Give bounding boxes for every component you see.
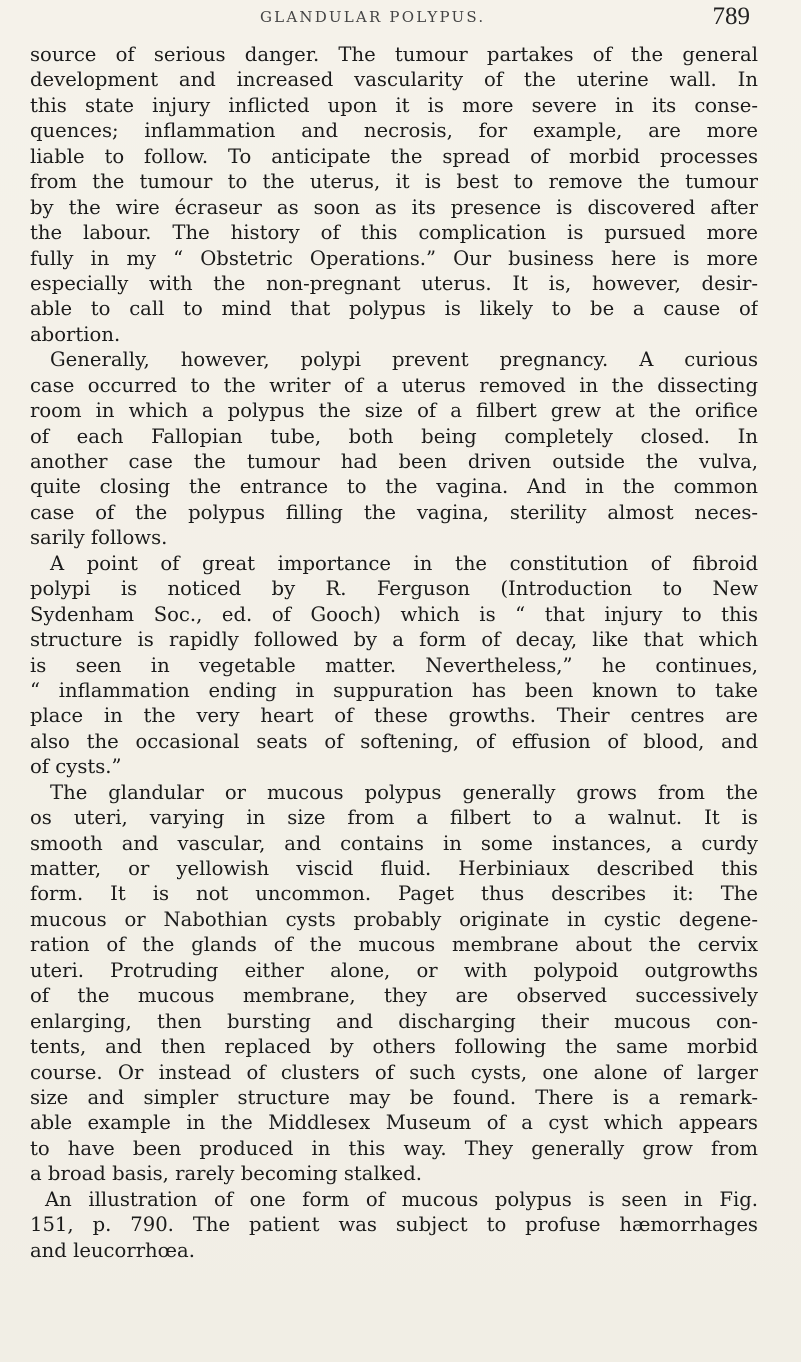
text-line: structure is rapidly followed by a form of decay, like that which: [30, 628, 758, 652]
text-line: ration of the glands of the mucous membrane about the cervix: [30, 933, 758, 957]
text-line: by the wire écraseur as soon as its presence is discovered after: [30, 195, 758, 219]
running-head: [230, 0, 750, 34]
text-line: from the tumour to the uterus, it is best to remove the tumour: [30, 170, 758, 194]
text-line: polypi is noticed by R. Ferguson (Introduction to New: [30, 577, 758, 601]
text-line: case occurred to the writer of a uterus removed in the dissecting: [30, 373, 758, 397]
text-line: uteri. Protruding either alone, or with polypoid outgrowths: [30, 958, 758, 982]
text-line: form. It is not uncommon. Paget thus describes it: The: [30, 882, 758, 906]
text-line: especially with the non-pregnant uterus. It is, however, desir-: [30, 271, 758, 295]
text-line: is seen in vegetable matter. Nevertheless,” he continues,: [30, 653, 758, 677]
text-line: also the occasional seats of softening, of effusion of blood, and: [30, 729, 758, 753]
text-line: “ inflammation ending in suppuration has been known to take: [30, 678, 758, 702]
text-line: room in which a polypus the size of a filbert grew at the orifice: [30, 399, 758, 423]
text-line: size and simpler structure may be found. There is a remark-: [30, 1085, 758, 1109]
text-line: and leucorrhœa.: [30, 1238, 195, 1262]
text-line: tents, and then replaced by others following the same morbid: [30, 1035, 758, 1059]
body-text: [30, 42, 758, 1263]
text-line: quite closing the entrance to the vagina. And in the common: [30, 475, 758, 499]
text-line: os uteri, varying in size from a filbert to a walnut. It is: [30, 806, 758, 830]
text-line: mucous or Nabothian cysts probably originate in cystic degene-: [30, 907, 758, 931]
text-line: course. Or instead of clusters of such cysts, one alone of larger: [30, 1060, 758, 1084]
text-line: of the mucous membrane, they are observed successively: [30, 984, 758, 1008]
text-line: matter, or yellowish viscid fluid. Herbiniaux described this: [30, 857, 758, 880]
text-line: 151, p. 790. The patient was subject to profuse hæmorrhages: [30, 1213, 758, 1237]
text-line: sarily follows.: [30, 526, 168, 550]
text-line: A point of great importance in the constitution of fibroid: [50, 551, 758, 575]
text-line: enlarging, then bursting and discharging their mucous con-: [30, 1009, 758, 1033]
text-line: Generally, however, polypi prevent pregnancy. A curious: [50, 348, 758, 372]
text-line: place in the very heart of these growths. Their centres are: [30, 704, 758, 728]
running-title: GLANDULAR POLYPUS.: [260, 8, 486, 26]
page-number: 789: [712, 3, 750, 30]
text-line: another case the tumour had been driven outside the vulva,: [30, 450, 758, 473]
text-line: a broad basis, rarely becoming stalked.: [30, 1162, 422, 1186]
text-line: case of the polypus filling the vagina, sterility almost neces-: [30, 500, 758, 524]
text-line: abortion.: [30, 322, 121, 346]
text-line: quences; inflammation and necrosis, for example, are more: [30, 119, 758, 143]
text-line: smooth and vascular, and contains in some instances, a curdy: [30, 831, 758, 855]
text-line: source of serious danger. The tumour partakes of the general: [30, 43, 758, 66]
text-line: liable to follow. To anticipate the spread of morbid processes: [30, 144, 758, 168]
text-line: of each Fallopian tube, both being completely closed. In: [30, 424, 758, 448]
text-line: able to call to mind that polypus is likely to be a cause of: [30, 297, 758, 321]
text-line: fully in my “ Obstetric Operations.” Our business here is more: [30, 246, 758, 270]
text-line: development and increased vascularity of the uterine wall. In: [30, 68, 758, 92]
text-line: the labour. The history of this complication is pursued more: [30, 221, 758, 245]
text-line: able example in the Middlesex Museum of a cyst which appears: [30, 1111, 758, 1135]
text-line: this state injury inflicted upon it is more severe in its conse-: [30, 93, 758, 117]
text-line: to have been produced in this way. They generally grow from: [30, 1136, 758, 1160]
text-line: An illustration of one form of mucous polypus is seen in Fig.: [45, 1187, 758, 1211]
text-line: of cysts.”: [30, 755, 122, 779]
text-line: The glandular or mucous polypus generally grows from the: [50, 780, 758, 804]
text-line: Sydenham Soc., ed. of Gooch) which is “ that injury to this: [30, 602, 758, 626]
